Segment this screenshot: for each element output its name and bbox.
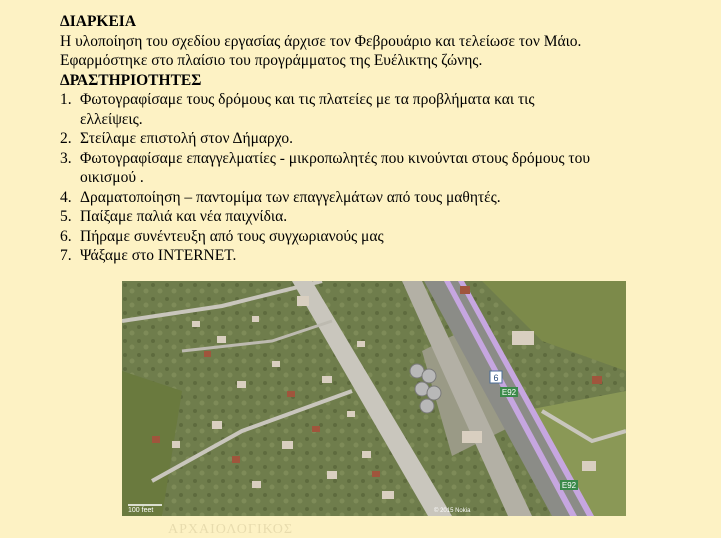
activity-number: 6. [60,227,72,245]
activity-text: Παίξαμε παλιά και νέα παιχνίδια. [80,208,288,225]
activity-text: Ψάξαμε στο INTERNET. [80,247,237,264]
road-label-e92: E92 [501,388,517,397]
activity-item-1 [60,90,700,129]
activity-text-cont: οικισμού . [80,169,144,186]
activity-text: Πήραμε συνέντευξη από τους συγχωριανούς μας [80,227,384,245]
activities-list [60,90,700,266]
duration-line-1: Η υλοποίηση του σχεδίου εργασίας άρχισε τον Φεβρουάριο και τελείωσε τον Μάιο. [60,32,582,50]
road-label-6: 6 [493,373,499,383]
activity-text: Στείλαμε επιστολή στον Δήμαρχο. [80,130,293,147]
activity-number: 5. [60,208,72,225]
map-scale-label: 100 feet [128,507,154,514]
aerial-map-drawing [122,281,626,516]
activity-number: 1. [60,91,72,108]
activity-number: 7. [60,247,72,264]
activity-item-4 [60,188,700,208]
activity-item-6 [60,227,700,247]
faded-footer-text: ΑΡΧΑΙΟΛΟΓΙΚΟΣ [168,522,294,537]
duration-heading: ΔΙΑΡΚΕΙΑ [60,13,137,30]
duration-line-2: Εφαρμόστηκε στο πλαίσιο του προγράμματος της Ευέλικτης ζώνης. [60,52,483,69]
aerial-map-image [122,281,626,516]
activity-text: Δραματοποίηση – παντομίμα των επαγγελμάτων από τους μαθητές. [80,188,501,206]
activities-heading: ΔΡΑΣΤΗΡΙΟΤΗΤΕΣ [60,71,202,89]
activity-item-7 [60,246,700,266]
activity-number: 2. [60,130,72,147]
map-copyright: © 2015 Nokia [434,508,471,514]
activity-item-5 [60,207,700,227]
activity-text-cont: ελλείψεις. [80,110,143,128]
road-label-e92-2: E92 [561,481,577,490]
document-body [60,12,700,266]
activity-item-3 [60,149,700,188]
activity-item-2 [60,129,700,149]
activity-number: 4. [60,188,72,206]
activity-number: 3. [60,149,72,167]
activity-text: Φωτογραφίσαμε επαγγελματίες - μικροπωλητές που κινούνται στους δρόμους του [80,149,590,167]
activity-text: Φωτογραφίσαμε τους δρόμους και τις πλατείες με τα προβλήματα και τις [80,91,535,108]
